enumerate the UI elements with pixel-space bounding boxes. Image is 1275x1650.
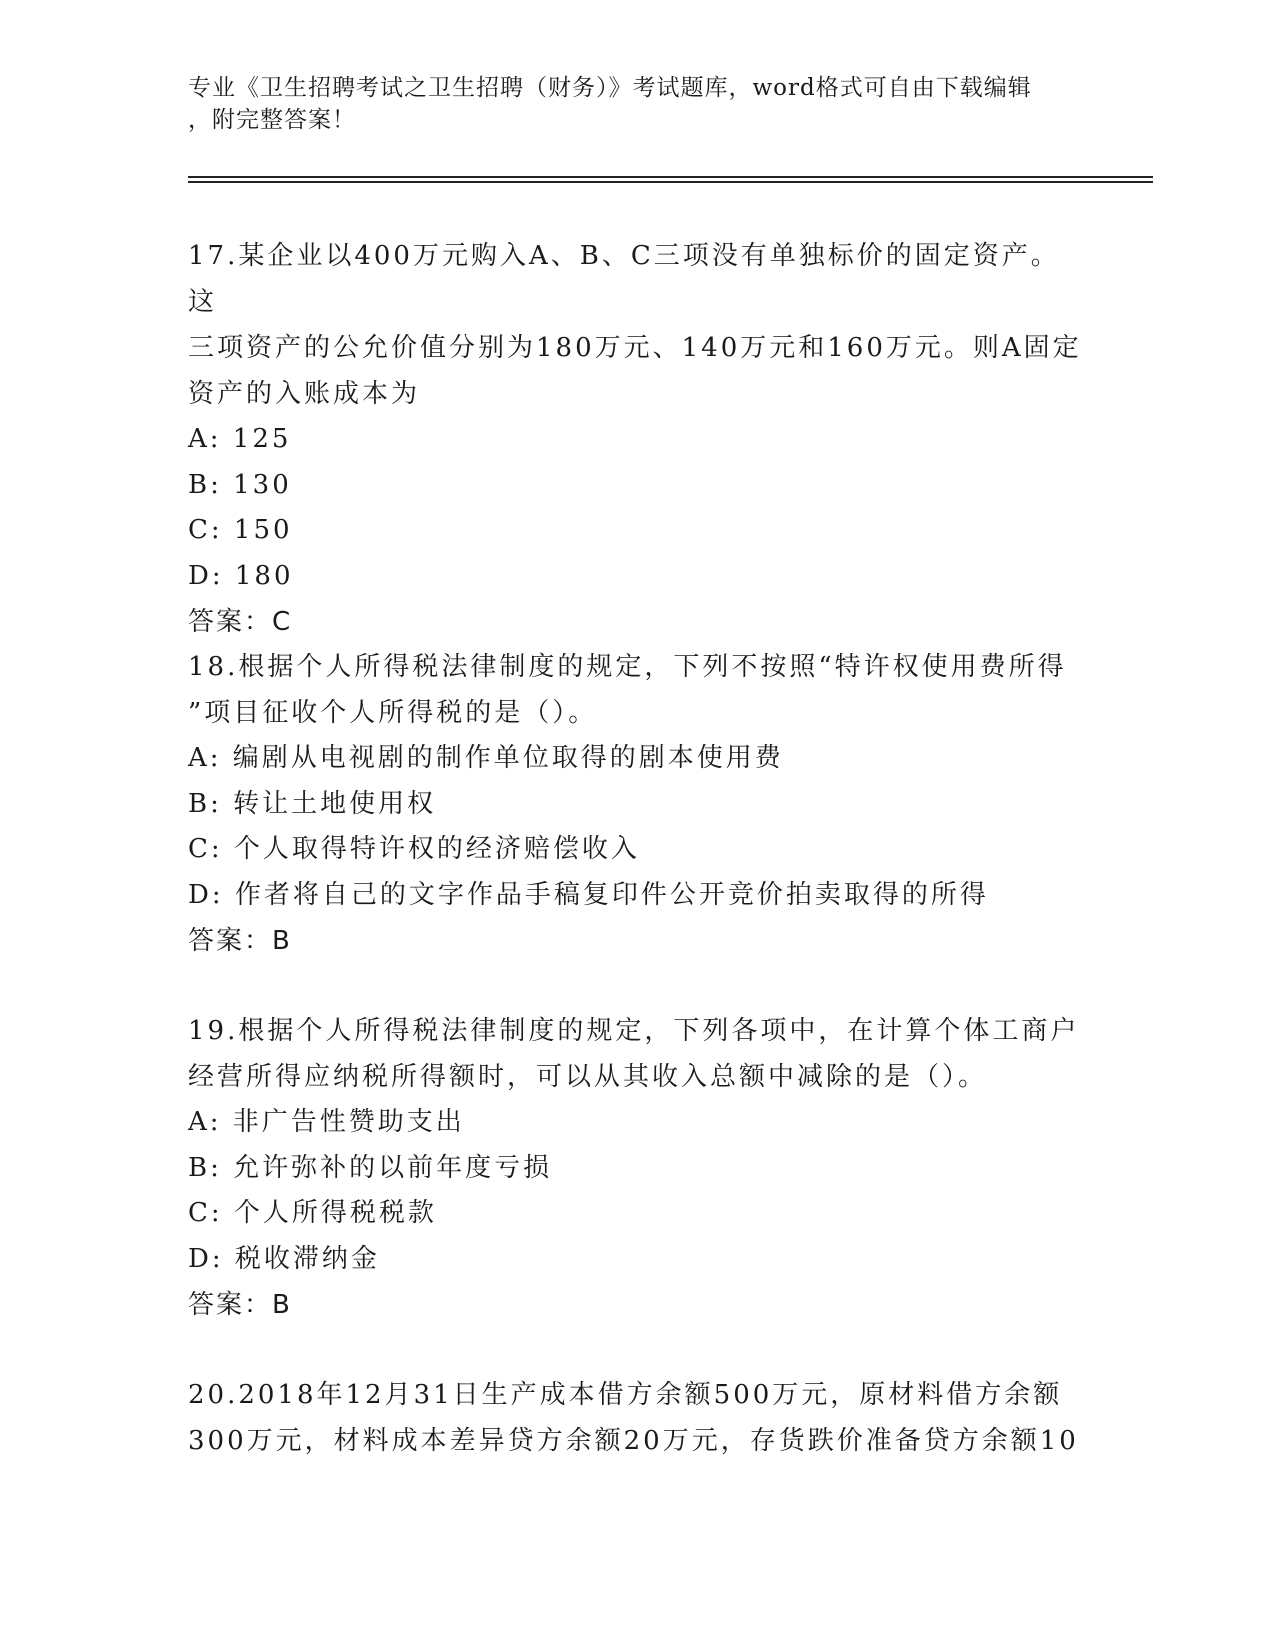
header-divider [188,181,1153,183]
option-c: C: 个人所得税税款 [188,1198,437,1228]
question-17 [188,233,1088,645]
question-stem: 资产的入账成本为 [188,379,421,409]
option-a: A: 非广告性赞助支出 [188,1107,465,1137]
question-stem: 18.根据个人所得税法律制度的规定，下列不按照“特许权使用费所得 [188,652,1067,682]
question-stem: 20.2018年12月31日生产成本借方余额500万元，原材料借方余额 [188,1380,1063,1410]
question-stem: 经营所得应纳税所得额时，可以从其收入总额中减除的是（）。 [188,1062,988,1092]
question-stem: ”项目征收个人所得税的是（）。 [188,698,598,728]
option-a: A: 125 [188,424,292,454]
question-stem: 19.根据个人所得税法律制度的规定，下列各项中，在计算个体工商户 [188,1016,1080,1046]
header-line: 专业《卫生招聘考试之卫生招聘（财务）》考试题库，word格式可自由下载编辑 [188,75,1032,101]
question-20 [188,1372,1088,1464]
option-d: D: 税收滞纳金 [188,1243,380,1274]
option-a: A: 编剧从电视剧的制作单位取得的剧本使用费 [188,743,784,773]
header-line: ，附完整答案！ [188,107,356,133]
question-18 [188,644,1088,964]
answer: 答案：B [188,926,292,956]
option-d: D: 180 [188,560,294,591]
question-stem: 三项资产的公允价值分别为180万元、140万元和160万元。则A固定 [188,333,1082,363]
question-stem: 300万元，材料成本差异贷方余额20万元，存货跌价准备贷方余额10 [188,1426,1079,1456]
answer: 答案：B [188,1290,292,1320]
answer: 答案：C [188,607,293,637]
option-c: C: 150 [188,515,293,545]
option-d: D: 作者将自己的文字作品手稿复印件公开竞价拍卖取得的所得 [188,879,989,910]
question-stem: 17.某企业以400万元购入A、B、C三项没有单独标价的固定资产。这 [188,241,1060,317]
option-b: B: 允许弥补的以前年度亏损 [188,1152,553,1183]
header-divider [188,176,1153,178]
option-b: B: 转让土地使用权 [188,788,437,819]
document-header [188,72,1088,136]
question-19 [188,1008,1088,1328]
option-c: C: 个人取得特许权的经济赔偿收入 [188,834,640,864]
option-b: B: 130 [188,469,292,500]
